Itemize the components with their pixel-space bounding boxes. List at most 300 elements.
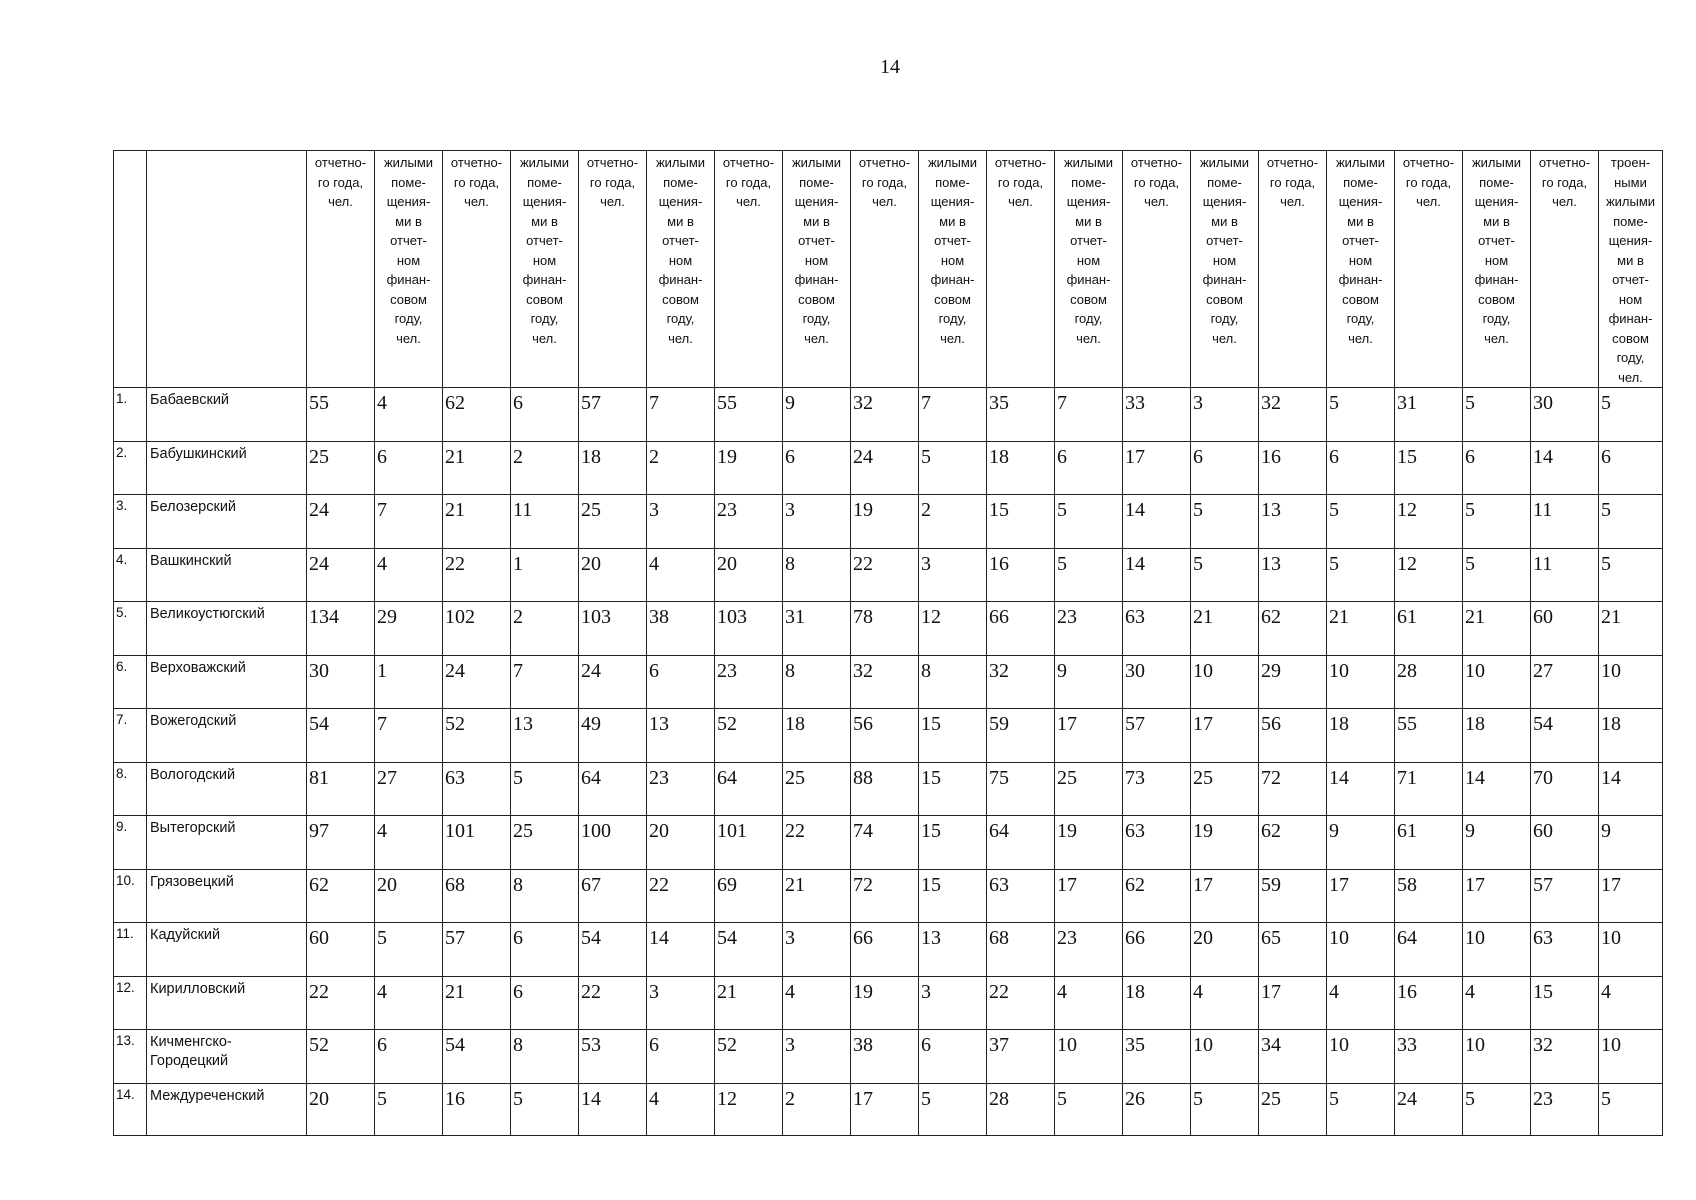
- value-cell: 81: [307, 762, 375, 816]
- value-cell: 23: [715, 655, 783, 709]
- value-cell: 4: [375, 388, 443, 442]
- value-cell: 24: [851, 441, 919, 495]
- value-cell: 66: [987, 602, 1055, 656]
- value-cell: 20: [1191, 923, 1259, 977]
- value-cell: 35: [987, 388, 1055, 442]
- value-cell: 2: [647, 441, 715, 495]
- value-cell: 9: [1055, 655, 1123, 709]
- header-cell: [307, 151, 375, 388]
- value-cell: 21: [1191, 602, 1259, 656]
- header-label: жилыми поме- щения- ми в отчет- ном финан- совом году, чел.: [791, 155, 842, 346]
- table-row: [114, 602, 1663, 656]
- header-cell: [1055, 151, 1123, 388]
- value-cell: 4: [375, 816, 443, 870]
- value-cell: 5: [1055, 495, 1123, 549]
- value-cell: 14: [1599, 762, 1663, 816]
- value-cell: 63: [987, 869, 1055, 923]
- value-cell: 5: [375, 1083, 443, 1135]
- value-cell: 5: [1327, 548, 1395, 602]
- header-cell: [1327, 151, 1395, 388]
- value-cell: 60: [1531, 816, 1599, 870]
- value-cell: 21: [443, 441, 511, 495]
- value-cell: 63: [1123, 602, 1191, 656]
- value-cell: 14: [1123, 495, 1191, 549]
- value-cell: 22: [783, 816, 851, 870]
- value-cell: 25: [511, 816, 579, 870]
- table-row: [114, 923, 1663, 977]
- value-cell: 10: [1327, 655, 1395, 709]
- value-cell: 16: [987, 548, 1055, 602]
- value-cell: 20: [647, 816, 715, 870]
- value-cell: 3: [919, 548, 987, 602]
- value-cell: 28: [1395, 655, 1463, 709]
- row-number: 13.: [114, 1030, 147, 1084]
- value-cell: 18: [783, 709, 851, 763]
- header-label: жилыми поме- щения- ми в отчет- ном финан- совом году, чел.: [519, 155, 570, 346]
- value-cell: 27: [1531, 655, 1599, 709]
- value-cell: 3: [647, 495, 715, 549]
- value-cell: 64: [987, 816, 1055, 870]
- value-cell: 22: [647, 869, 715, 923]
- value-cell: 6: [375, 1030, 443, 1084]
- value-cell: 4: [1599, 976, 1663, 1030]
- table-row: [114, 1030, 1663, 1084]
- value-cell: 54: [715, 923, 783, 977]
- header-cell: [147, 151, 307, 388]
- district-name: Вологодский: [147, 762, 307, 816]
- value-cell: 72: [851, 869, 919, 923]
- header-label: жилыми поме- щения- ми в отчет- ном финан- совом году, чел.: [1063, 155, 1114, 346]
- district-name: Кадуйский: [147, 923, 307, 977]
- row-number: 2.: [114, 441, 147, 495]
- value-cell: 21: [1599, 602, 1663, 656]
- value-cell: 5: [1327, 388, 1395, 442]
- value-cell: 4: [647, 1083, 715, 1135]
- value-cell: 5: [1599, 388, 1663, 442]
- value-cell: 6: [1599, 441, 1663, 495]
- value-cell: 59: [1259, 869, 1327, 923]
- header-cell: [647, 151, 715, 388]
- value-cell: 23: [1055, 602, 1123, 656]
- value-cell: 5: [919, 1083, 987, 1135]
- value-cell: 24: [579, 655, 647, 709]
- value-cell: 62: [1259, 602, 1327, 656]
- value-cell: 8: [919, 655, 987, 709]
- header-cell: [1395, 151, 1463, 388]
- value-cell: 2: [511, 602, 579, 656]
- value-cell: 62: [1259, 816, 1327, 870]
- value-cell: 5: [1463, 1083, 1531, 1135]
- value-cell: 55: [1395, 709, 1463, 763]
- value-cell: 24: [307, 548, 375, 602]
- value-cell: 22: [307, 976, 375, 1030]
- value-cell: 5: [1327, 495, 1395, 549]
- header-label: жилыми поме- щения- ми в отчет- ном финан- совом году, чел.: [927, 155, 978, 346]
- value-cell: 15: [919, 816, 987, 870]
- table-row: [114, 548, 1663, 602]
- data-table: [113, 150, 1663, 1136]
- value-cell: 63: [443, 762, 511, 816]
- value-cell: 19: [715, 441, 783, 495]
- table-header-row: [114, 151, 1663, 388]
- value-cell: 14: [1327, 762, 1395, 816]
- district-name: Грязовецкий: [147, 869, 307, 923]
- value-cell: 63: [1123, 816, 1191, 870]
- header-label: жилыми поме- щения- ми в отчет- ном финан- совом году, чел.: [383, 155, 434, 346]
- header-cell: [1599, 151, 1663, 388]
- value-cell: 102: [443, 602, 511, 656]
- value-cell: 24: [1395, 1083, 1463, 1135]
- district-name: Белозерский: [147, 495, 307, 549]
- value-cell: 78: [851, 602, 919, 656]
- value-cell: 32: [1259, 388, 1327, 442]
- row-number: 12.: [114, 976, 147, 1030]
- value-cell: 14: [579, 1083, 647, 1135]
- district-name: Великоустюгский: [147, 602, 307, 656]
- table-row: [114, 816, 1663, 870]
- value-cell: 18: [1599, 709, 1663, 763]
- value-cell: 6: [375, 441, 443, 495]
- value-cell: 22: [443, 548, 511, 602]
- value-cell: 1: [375, 655, 443, 709]
- value-cell: 52: [715, 709, 783, 763]
- value-cell: 4: [783, 976, 851, 1030]
- header-label: отчетно- го года, чел.: [858, 155, 911, 209]
- value-cell: 5: [1055, 1083, 1123, 1135]
- value-cell: 16: [1259, 441, 1327, 495]
- value-cell: 21: [443, 976, 511, 1030]
- header-cell: [114, 151, 147, 388]
- value-cell: 101: [715, 816, 783, 870]
- value-cell: 23: [1531, 1083, 1599, 1135]
- value-cell: 25: [579, 495, 647, 549]
- value-cell: 31: [783, 602, 851, 656]
- value-cell: 54: [579, 923, 647, 977]
- value-cell: 28: [987, 1083, 1055, 1135]
- table-row: [114, 762, 1663, 816]
- value-cell: 10: [1191, 655, 1259, 709]
- value-cell: 37: [987, 1030, 1055, 1084]
- value-cell: 5: [1055, 548, 1123, 602]
- district-name: Бабушкинский: [147, 441, 307, 495]
- value-cell: 17: [1599, 869, 1663, 923]
- value-cell: 64: [1395, 923, 1463, 977]
- header-label: отчетно- го года, чел.: [1538, 155, 1591, 209]
- value-cell: 56: [1259, 709, 1327, 763]
- value-cell: 5: [1327, 1083, 1395, 1135]
- value-cell: 9: [1463, 816, 1531, 870]
- value-cell: 2: [783, 1083, 851, 1135]
- header-label: отчетно- го года, чел.: [722, 155, 775, 209]
- value-cell: 2: [919, 495, 987, 549]
- value-cell: 5: [1599, 495, 1663, 549]
- value-cell: 30: [307, 655, 375, 709]
- district-name: Кирилловский: [147, 976, 307, 1030]
- value-cell: 5: [1463, 495, 1531, 549]
- value-cell: 29: [375, 602, 443, 656]
- value-cell: 5: [1599, 548, 1663, 602]
- value-cell: 6: [647, 655, 715, 709]
- value-cell: 18: [1123, 976, 1191, 1030]
- value-cell: 20: [715, 548, 783, 602]
- district-name: Междуреченский: [147, 1083, 307, 1135]
- header-cell: [443, 151, 511, 388]
- value-cell: 32: [851, 388, 919, 442]
- value-cell: 5: [511, 1083, 579, 1135]
- value-cell: 10: [1055, 1030, 1123, 1084]
- value-cell: 100: [579, 816, 647, 870]
- value-cell: 5: [1191, 495, 1259, 549]
- value-cell: 9: [783, 388, 851, 442]
- header-cell: [987, 151, 1055, 388]
- value-cell: 17: [1327, 869, 1395, 923]
- value-cell: 103: [715, 602, 783, 656]
- value-cell: 15: [1395, 441, 1463, 495]
- value-cell: 22: [579, 976, 647, 1030]
- value-cell: 25: [1055, 762, 1123, 816]
- value-cell: 17: [1123, 441, 1191, 495]
- value-cell: 62: [443, 388, 511, 442]
- value-cell: 10: [1599, 1030, 1663, 1084]
- value-cell: 5: [1463, 388, 1531, 442]
- value-cell: 10: [1599, 923, 1663, 977]
- header-cell: [1123, 151, 1191, 388]
- header-cell: [1259, 151, 1327, 388]
- value-cell: 6: [511, 976, 579, 1030]
- value-cell: 19: [1191, 816, 1259, 870]
- header-cell: [511, 151, 579, 388]
- district-name: Вашкинский: [147, 548, 307, 602]
- value-cell: 57: [1123, 709, 1191, 763]
- value-cell: 10: [1599, 655, 1663, 709]
- row-number: 14.: [114, 1083, 147, 1135]
- value-cell: 97: [307, 816, 375, 870]
- value-cell: 8: [511, 869, 579, 923]
- value-cell: 17: [1191, 869, 1259, 923]
- value-cell: 7: [1055, 388, 1123, 442]
- header-label: жилыми поме- щения- ми в отчет- ном финан- совом году, чел.: [1471, 155, 1522, 346]
- value-cell: 21: [443, 495, 511, 549]
- value-cell: 10: [1463, 1030, 1531, 1084]
- value-cell: 14: [1531, 441, 1599, 495]
- value-cell: 24: [443, 655, 511, 709]
- value-cell: 69: [715, 869, 783, 923]
- value-cell: 6: [1327, 441, 1395, 495]
- value-cell: 2: [511, 441, 579, 495]
- value-cell: 23: [1055, 923, 1123, 977]
- value-cell: 25: [1191, 762, 1259, 816]
- value-cell: 5: [1191, 548, 1259, 602]
- value-cell: 25: [307, 441, 375, 495]
- value-cell: 73: [1123, 762, 1191, 816]
- value-cell: 59: [987, 709, 1055, 763]
- header-label: жилыми поме- щения- ми в отчет- ном финан- совом году, чел.: [655, 155, 706, 346]
- value-cell: 54: [307, 709, 375, 763]
- value-cell: 12: [1395, 495, 1463, 549]
- header-label: жилыми поме- щения- ми в отчет- ном финан- совом году, чел.: [1335, 155, 1386, 346]
- value-cell: 13: [1259, 548, 1327, 602]
- value-cell: 52: [443, 709, 511, 763]
- value-cell: 5: [511, 762, 579, 816]
- table-row: [114, 709, 1663, 763]
- value-cell: 8: [783, 655, 851, 709]
- value-cell: 8: [511, 1030, 579, 1084]
- value-cell: 38: [851, 1030, 919, 1084]
- value-cell: 55: [307, 388, 375, 442]
- value-cell: 66: [1123, 923, 1191, 977]
- header-label: отчетно- го года, чел.: [314, 155, 367, 209]
- value-cell: 6: [647, 1030, 715, 1084]
- value-cell: 10: [1463, 655, 1531, 709]
- value-cell: 55: [715, 388, 783, 442]
- value-cell: 3: [919, 976, 987, 1030]
- value-cell: 52: [307, 1030, 375, 1084]
- value-cell: 10: [1327, 1030, 1395, 1084]
- value-cell: 12: [1395, 548, 1463, 602]
- value-cell: 7: [375, 709, 443, 763]
- value-cell: 64: [715, 762, 783, 816]
- header-cell: [375, 151, 443, 388]
- value-cell: 21: [783, 869, 851, 923]
- value-cell: 4: [1327, 976, 1395, 1030]
- value-cell: 10: [1327, 923, 1395, 977]
- value-cell: 20: [579, 548, 647, 602]
- value-cell: 68: [443, 869, 511, 923]
- value-cell: 30: [1531, 388, 1599, 442]
- value-cell: 17: [851, 1083, 919, 1135]
- value-cell: 4: [647, 548, 715, 602]
- value-cell: 3: [783, 1030, 851, 1084]
- table-row: [114, 976, 1663, 1030]
- value-cell: 6: [1055, 441, 1123, 495]
- value-cell: 21: [1463, 602, 1531, 656]
- value-cell: 134: [307, 602, 375, 656]
- header-label: отчетно- го года, чел.: [450, 155, 503, 209]
- value-cell: 19: [1055, 816, 1123, 870]
- value-cell: 3: [647, 976, 715, 1030]
- value-cell: 5: [919, 441, 987, 495]
- header-label: отчетно- го года, чел.: [1130, 155, 1183, 209]
- value-cell: 16: [1395, 976, 1463, 1030]
- district-name: Бабаевский: [147, 388, 307, 442]
- value-cell: 17: [1055, 709, 1123, 763]
- value-cell: 12: [919, 602, 987, 656]
- district-name: Вытегорский: [147, 816, 307, 870]
- value-cell: 13: [919, 923, 987, 977]
- row-number: 7.: [114, 709, 147, 763]
- table-row: [114, 495, 1663, 549]
- header-cell: [919, 151, 987, 388]
- row-number: 8.: [114, 762, 147, 816]
- value-cell: 11: [1531, 548, 1599, 602]
- value-cell: 5: [1191, 1083, 1259, 1135]
- value-cell: 101: [443, 816, 511, 870]
- value-cell: 4: [1055, 976, 1123, 1030]
- table-row: [114, 388, 1663, 442]
- value-cell: 17: [1463, 869, 1531, 923]
- value-cell: 7: [375, 495, 443, 549]
- row-number: 9.: [114, 816, 147, 870]
- value-cell: 30: [1123, 655, 1191, 709]
- value-cell: 23: [647, 762, 715, 816]
- row-number: 1.: [114, 388, 147, 442]
- value-cell: 3: [783, 923, 851, 977]
- value-cell: 12: [715, 1083, 783, 1135]
- value-cell: 52: [715, 1030, 783, 1084]
- header-cell: [715, 151, 783, 388]
- value-cell: 5: [1463, 548, 1531, 602]
- header-label: отчетно- го года, чел.: [586, 155, 639, 209]
- value-cell: 6: [1191, 441, 1259, 495]
- table-row: [114, 655, 1663, 709]
- value-cell: 64: [579, 762, 647, 816]
- value-cell: 16: [443, 1083, 511, 1135]
- value-cell: 6: [1463, 441, 1531, 495]
- value-cell: 61: [1395, 602, 1463, 656]
- header-label: отчетно- го года, чел.: [994, 155, 1047, 209]
- value-cell: 15: [919, 709, 987, 763]
- value-cell: 74: [851, 816, 919, 870]
- value-cell: 4: [1463, 976, 1531, 1030]
- value-cell: 9: [1599, 816, 1663, 870]
- header-label: отчетно- го года, чел.: [1402, 155, 1455, 209]
- value-cell: 15: [987, 495, 1055, 549]
- table-row: [114, 1083, 1663, 1135]
- value-cell: 10: [1191, 1030, 1259, 1084]
- value-cell: 13: [647, 709, 715, 763]
- value-cell: 4: [375, 548, 443, 602]
- value-cell: 22: [851, 548, 919, 602]
- value-cell: 10: [1463, 923, 1531, 977]
- row-number: 3.: [114, 495, 147, 549]
- value-cell: 14: [1123, 548, 1191, 602]
- value-cell: 4: [1191, 976, 1259, 1030]
- value-cell: 75: [987, 762, 1055, 816]
- header-label: жилыми поме- щения- ми в отчет- ном финан- совом году, чел.: [1199, 155, 1250, 346]
- value-cell: 18: [987, 441, 1055, 495]
- value-cell: 32: [851, 655, 919, 709]
- value-cell: 65: [1259, 923, 1327, 977]
- row-number: 11.: [114, 923, 147, 977]
- value-cell: 4: [375, 976, 443, 1030]
- value-cell: 18: [1463, 709, 1531, 763]
- value-cell: 15: [919, 869, 987, 923]
- table-row: [114, 441, 1663, 495]
- value-cell: 1: [511, 548, 579, 602]
- value-cell: 61: [1395, 816, 1463, 870]
- value-cell: 20: [375, 869, 443, 923]
- value-cell: 17: [1191, 709, 1259, 763]
- value-cell: 6: [511, 923, 579, 977]
- table-row: [114, 869, 1663, 923]
- value-cell: 57: [443, 923, 511, 977]
- value-cell: 5: [375, 923, 443, 977]
- value-cell: 53: [579, 1030, 647, 1084]
- value-cell: 7: [919, 388, 987, 442]
- header-label: отчетно- го года, чел.: [1266, 155, 1319, 209]
- value-cell: 18: [1327, 709, 1395, 763]
- value-cell: 27: [375, 762, 443, 816]
- value-cell: 19: [851, 976, 919, 1030]
- value-cell: 32: [987, 655, 1055, 709]
- row-number: 6.: [114, 655, 147, 709]
- value-cell: 56: [851, 709, 919, 763]
- page-number: 14: [880, 56, 900, 78]
- value-cell: 21: [715, 976, 783, 1030]
- value-cell: 33: [1123, 388, 1191, 442]
- value-cell: 32: [1531, 1030, 1599, 1084]
- value-cell: 21: [1327, 602, 1395, 656]
